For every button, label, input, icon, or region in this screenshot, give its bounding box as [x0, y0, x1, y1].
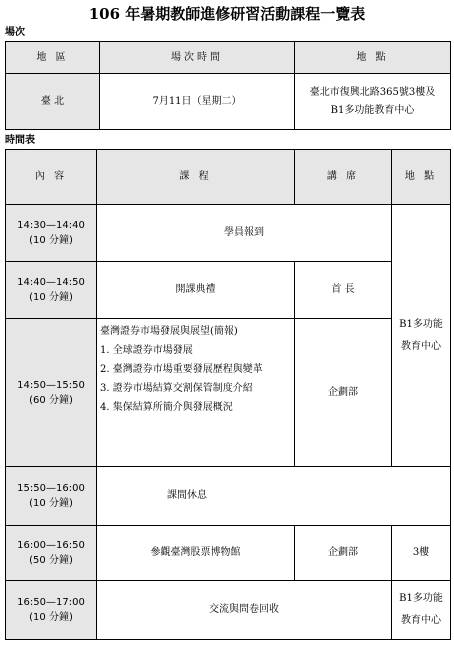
time-range: 14:30—14:40 — [17, 220, 85, 231]
schedule-table — [5, 149, 451, 640]
session-header-region: 地 區 — [6, 42, 100, 74]
time-range: 16:00—16:50 — [17, 540, 85, 551]
merged-location-line1: B1多功能 — [399, 318, 443, 330]
schedule-row-6-location — [392, 581, 451, 640]
schedule-row-4-time — [6, 467, 97, 526]
schedule-header-speaker: 講 席 — [295, 150, 392, 205]
schedule-header-content: 內 容 — [6, 150, 97, 205]
course-item: 3. 證券市場結算交割保管制度介紹 — [100, 383, 253, 394]
schedule-row-5-location: 3樓 — [392, 526, 451, 581]
schedule-row-1 — [6, 205, 451, 262]
session-venue — [295, 74, 451, 130]
session-venue-line2: B1多功能教育中心 — [330, 104, 415, 116]
location-line2: 教育中心 — [401, 615, 441, 626]
time-range: 16:50—17:00 — [17, 597, 85, 608]
session-header-venue: 地 點 — [295, 42, 451, 74]
time-range: 15:50—16:00 — [17, 483, 85, 494]
schedule-row-3 — [6, 319, 451, 467]
session-region: 臺 北 — [6, 74, 100, 130]
schedule-row-4 — [6, 467, 451, 526]
duration: (10 分鐘) — [29, 612, 73, 623]
session-row — [6, 74, 451, 130]
schedule-row-3-course — [97, 319, 295, 467]
schedule-row-5-time — [6, 526, 97, 581]
course-item: 1. 全球證券市場發展 — [100, 345, 193, 356]
schedule-row-4-course: 課間休息 — [97, 467, 451, 526]
schedule-row-1-time — [6, 205, 97, 262]
time-range: 14:40—14:50 — [17, 277, 85, 288]
schedule-row-3-time — [6, 319, 97, 467]
time-range: 14:50—15:50 — [17, 379, 85, 391]
course-item: 2. 臺灣證券市場重要發展歷程與變革 — [100, 364, 263, 375]
duration: (50 分鐘) — [29, 555, 73, 566]
schedule-header-location: 地 點 — [392, 150, 451, 205]
schedule-row-6-course: 交流與問卷回收 — [97, 581, 392, 640]
session-table — [5, 41, 451, 130]
duration: (10 分鐘) — [29, 498, 73, 509]
schedule-row-3-speaker: 企劃部 — [295, 319, 392, 467]
session-date: 7月11日（星期二） — [100, 74, 295, 130]
schedule-row-6 — [6, 581, 451, 640]
schedule-row-2-course: 開課典禮 — [97, 262, 295, 319]
schedule-row-5-course: 參觀臺灣股票博物館 — [97, 526, 295, 581]
schedule-header-row — [6, 150, 451, 205]
session-header-row — [6, 42, 451, 74]
session-header-date: 場次時間 — [100, 42, 295, 74]
merged-location-cell — [392, 205, 451, 467]
schedule-row-2-time — [6, 262, 97, 319]
duration: (10 分鐘) — [29, 235, 73, 246]
merged-location-line2: 教育中心 — [401, 340, 441, 352]
schedule-row-5 — [6, 526, 451, 581]
session-venue-line1: 臺北市復興北路365號3樓及 — [309, 86, 436, 98]
schedule-row-5-speaker: 企劃部 — [295, 526, 392, 581]
location-line1: B1多功能 — [399, 593, 443, 604]
schedule-row-2 — [6, 262, 451, 319]
duration: (10 分鐘) — [29, 292, 73, 303]
duration: (60 分鐘) — [29, 394, 73, 406]
schedule-section-label: 時間表 — [5, 135, 35, 146]
document-title: 106 年暑期教師進修研習活動課程一覽表 — [88, 5, 366, 23]
course-title: 臺灣證券市場發展與展望(簡報) — [100, 326, 238, 337]
schedule-header-course: 課 程 — [97, 150, 295, 205]
schedule-row-2-speaker: 首 長 — [295, 262, 392, 319]
session-section-label: 場次 — [5, 27, 25, 38]
schedule-row-6-time — [6, 581, 97, 640]
course-item: 4. 集保結算所簡介與發展概況 — [100, 402, 233, 413]
schedule-row-1-course: 學員報到 — [97, 205, 392, 262]
